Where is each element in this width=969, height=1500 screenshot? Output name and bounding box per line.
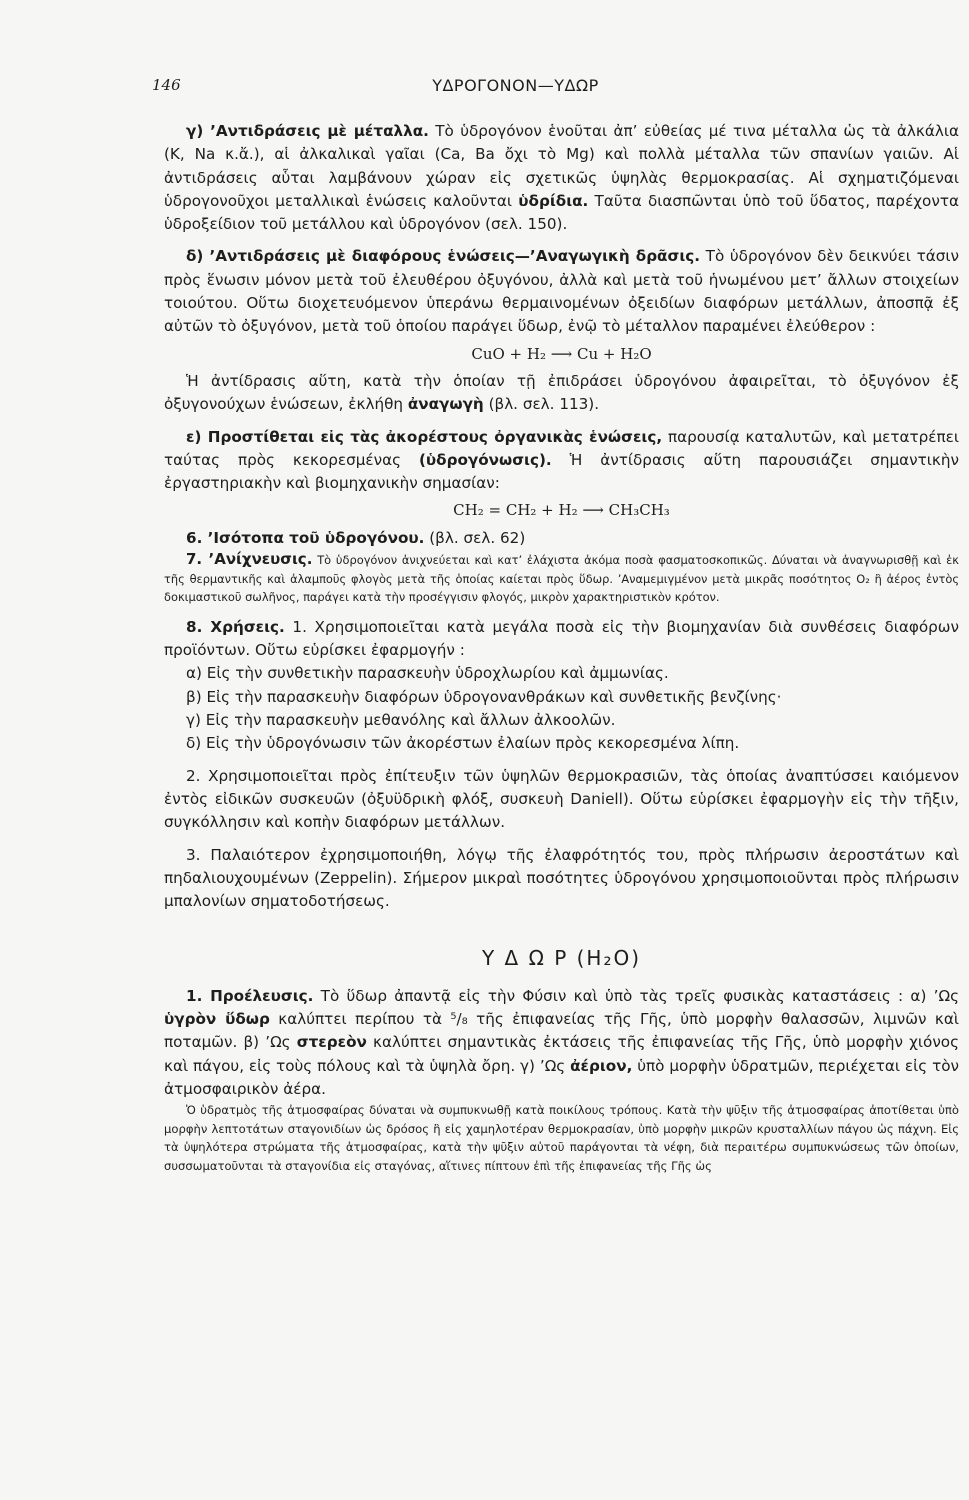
term-gaseous: ἀέριον,: [570, 1056, 633, 1075]
text-origin-2: καλύπτει περίπου τὰ ⁵/₈ τῆς ἐπιφανείας τῆς Γῆς, ὑπὸ μορφὴν θαλασσῶν, λιμνῶν καὶ ποταμῶν. β) ’Ως: [164, 1009, 959, 1052]
list-item: β) Εἰς τὴν παρασκευὴν διαφόρων ὑδρογονανθράκων καὶ συνθετικῆς βενζίνης·: [186, 687, 782, 706]
formula-cuo: CuO + H₂ ⟶ Cu + H₂O: [471, 344, 652, 363]
paragraph-reduction: [164, 245, 959, 338]
term-reduction: ἀναγωγὴ: [407, 395, 484, 414]
section-title-water: Υ Δ Ω Ρ (H₂O): [481, 946, 642, 971]
text-reduction-after-2: (βλ. σελ. 113).: [483, 395, 600, 414]
formula-ethylene: CH₂ = CH₂ + H₂ ⟶ CH₃CH₃: [453, 501, 670, 520]
paragraph-uses-2: 2. Χρησιμοποιεῖται πρὸς ἐπίτευξιν τῶν ὑψηλῶν θερμοκρασιῶν, τὰς ὁποίας ἀναπτύσσει καιόμενον ἐντὸς εἰδικῶν συσκευῶν (ὀξυϋδρικὴ φλόξ, συσκευὴ Daniell). Οὕτω εὑρίσκει ἐφαρμογὴν εἰς τὴν τῆξιν, συγκόλλησιν καὶ κοπὴν διαφόρων μετάλλων.: [164, 766, 959, 832]
paragraph-uses: [164, 616, 959, 663]
text-reduction-after: Ἡ ἀντίδρασις αὕτη, κατὰ τὴν ὁποίαν τῇ ἐπιδράσει ὑδρογόνου ἀφαιρεῖται, τὸ ὀξυγόνον ἐξ ὀξυγονούχων ἑνώσεων, ἐκλήθη: [164, 371, 959, 414]
text-metals: Τὸ ὑδρογόνον ἑνοῦται ἀπ’ εὐθείας μέ τινα μέταλλα ὡς τὰ ἀλκάλια (K, Na κ.ἄ.), αἱ ἀλκαλικαὶ γαῖαι (Ca, Ba ὄχι τὸ Mg) καὶ πολλὰ μέταλλα τῶν σπανίων γαιῶν. Αἱ ἀντιδράσεις αὗται λαμβάνουν χώραν εἰς σχετικῶς ὑψηλὰς θερμοκρασίας. Αἱ σχηματιζόμεναι ὑδρογονοῦχοι μεταλλικαὶ ἑνώσεις καλοῦνται: [164, 122, 959, 210]
text-isotopes: (βλ. σελ. 62): [424, 528, 526, 547]
paragraph-hydrogenation: [164, 426, 959, 496]
page-header: [152, 76, 879, 100]
text-uses-intro: 1. Χρησιμοποιεῖται κατὰ μεγάλα ποσὰ εἰς τὴν βιομηχανίαν διὰ συνθέσεις διαφόρων προϊόντων. Οὕτω εὑρίσκει ἐφαρμογήν :: [164, 617, 959, 660]
list-item: α) Εἰς τὴν συνθετικὴν παρασκευὴν ὑδροχλωρίου καὶ ἀμμωνίας.: [186, 664, 669, 683]
heading-reduction: δ) ’Αντιδράσεις μὲ διαφόρους ἑνώσεις—’Αναγωγικὴ δρᾶσις.: [186, 247, 701, 266]
list-item: δ) Εἰς τὴν ὑδρογόνωσιν τῶν ἀκορέστων ἐλαίων πρὸς κεκορεσμένα λίπη.: [186, 734, 740, 753]
text-origin-3: καλύπτει σημαντικὰς ἐκτάσεις τῆς ἐπιφανείας τῆς Γῆς, ὑπὸ μορφὴν χιόνος καὶ πάγου, εἰς τοὺς πόλους καὶ τὰ ὑψηλὰ ὄρη. γ) ’Ως: [164, 1033, 960, 1075]
heading-detection: 7. ’Ανίχνευσις.: [186, 550, 313, 569]
paragraph-uses-3: 3. Παλαιότερον ἐχρησιμοποιήθη, λόγῳ τῆς ἐλαφρότητός του, πρὸς πλήρωσιν ἀεροστάτων καὶ πηδαλιουχουμένων (Zeppelin). Σήμερον μικραὶ ποσότητες ὑδρογόνου χρησιμοποιοῦνται πρὸς πλήρωσιν μπαλονίων σηματοδοτήσεως.: [164, 845, 959, 911]
term-solid: στερεὸν: [296, 1033, 367, 1052]
heading-hydrogenation: ε) Προστίθεται εἰς τὰς ἀκορέστους ὀργανικὰς ἑνώσεις,: [186, 427, 663, 446]
list-item: γ) Εἰς τὴν παρασκευὴν μεθανόλης καὶ ἄλλων ἀλκοολῶν.: [186, 711, 616, 730]
running-title: ΥΔΡΟΓΟΝΟΝ—ΥΔΩΡ: [432, 76, 599, 95]
heading-isotopes: 6. ’Ισότοπα τοῦ ὑδρογόνου.: [186, 528, 425, 547]
paragraph-isotopes: [164, 527, 959, 550]
footnote-vapour: Ὁ ὑδρατμὸς τῆς ἀτμοσφαίρας δύναται νὰ συμπυκνωθῇ κατὰ ποικίλους τρόπους. Κατὰ τὴν ψῦξιν τῆς ἀτμοσφαίρας ἀποτίθεται ὑπὸ μορφὴν λεπτοτάτων σταγονιδίων ὡς δρόσος ἢ εἰς χαμηλοτέραν θερμοκρασίαν, ὑπὸ μορφὴν μικρῶν κρυσταλλίων πάγου ὡς πάχνη. Εἰς τὰ ὑψηλότερα στρώματα τῆς ἀτμοσφαίρας, κατὰ τὴν ψῦξιν αὐτοῦ παράγονται τὰ νέφη, διὰ περαιτέρω συμπυκνώσεως τῶν ὁποίων, συσσωματοῦνται τὰ σταγονίδια εἰς σταγόνας, αἵτινες πίπτουν ἐπὶ τῆς ἐπιφανείας τῆς Γῆς ὡς: [164, 1103, 959, 1173]
heading-uses: 8. Χρήσεις.: [186, 617, 285, 636]
text-reduction: Τὸ ὑδρογόνον δὲν δεικνύει τάσιν πρὸς ἕνωσιν μόνον μετὰ τοῦ ἐλευθέρου ὀξυγόνου, ἀλλὰ καὶ μετὰ τοῦ ἡνωμένου μετ’ ἄλλων στοιχείων τοιούτου. Οὕτω διοχετευόμενον ὑπεράνω θερμαινομένων ὀξειδίων διαφόρων μετάλλων, ἀποσπᾷ ἐξ αὐτῶν τὸ ὀξυγόνον, μετὰ τοῦ ὁποίου παράγει ὕδωρ, ἐνῷ τὸ μέταλλον παραμένει ἐλεύθερον :: [164, 247, 959, 336]
paragraph-origin: [164, 985, 959, 1101]
term-liquid-water: ὑγρὸν ὕδωρ: [164, 1009, 270, 1028]
paragraph-reduction-2: [164, 370, 959, 417]
heading-origin: 1. Προέλευσις.: [186, 986, 314, 1005]
term-hydrogenation: (ὑδρογόνωσις).: [418, 450, 552, 469]
heading-metals: γ) ’Αντιδράσεις μὲ μέταλλα.: [186, 122, 429, 140]
text-origin-1: Τὸ ὕδωρ ἀπαντᾷ εἰς τὴν Φύσιν καὶ ὑπὸ τὰς τρεῖς φυσικὰς καταστάσεις : α) ’Ως: [313, 986, 959, 1005]
paragraph-metals: [164, 120, 959, 236]
page-body: [164, 120, 959, 1176]
paragraph-detection: [164, 550, 959, 607]
uses-list: [164, 662, 959, 755]
text-hydrogenation-2: Ἡ ἀντίδρασις αὕτη παρουσιάζει σημαντικὴν ἐργαστηριακὴν καὶ βιομηχανικὴν σημασίαν:: [164, 450, 959, 493]
term-hydrides: ὑδρίδια.: [518, 191, 589, 210]
text-detection: Τὸ ὑδρογόνον ἀνιχνεύεται καὶ κατ’ ἐλάχιστα ἀκόμα ποσὰ φασματοσκοπικῶς. Δύναται νὰ ἀναγνωρισθῇ καὶ ἐκ τῆς θερμαντικῆς καὶ ἀλαμποῦς φλογὸς μετὰ τῆς ὁποίας καίεται πρὸς ὕδωρ. ’Αναμεμιγμένον μετὰ μικρᾶς ποσότητος O₂ ἢ ἀέρος ἐντὸς δοκιμαστικοῦ σωλῆνος, παράγει κατὰ τὴν προσέγγισιν φλογός, μικρὸν χαρακτηριστικὸν κρότον.: [164, 553, 960, 605]
text-metals-2: Ταῦτα διασπῶνται ὑπὸ τοῦ ὕδατος, παρέχοντα ὑδροξείδιον τοῦ μετάλλου καὶ ὑδρογόνον (σελ. 150).: [164, 191, 959, 234]
text-origin-4: ὑπὸ μορφὴν ὑδρατμῶν, περιέχεται εἰς τὸν ἀτμοσφαιρικὸν ἀέρα.: [164, 1056, 960, 1098]
text-hydrogenation: παρουσίᾳ καταλυτῶν, καὶ μετατρέπει ταύτας πρὸς κεκορεσμένας: [164, 427, 959, 469]
page-number: 146: [152, 76, 181, 94]
